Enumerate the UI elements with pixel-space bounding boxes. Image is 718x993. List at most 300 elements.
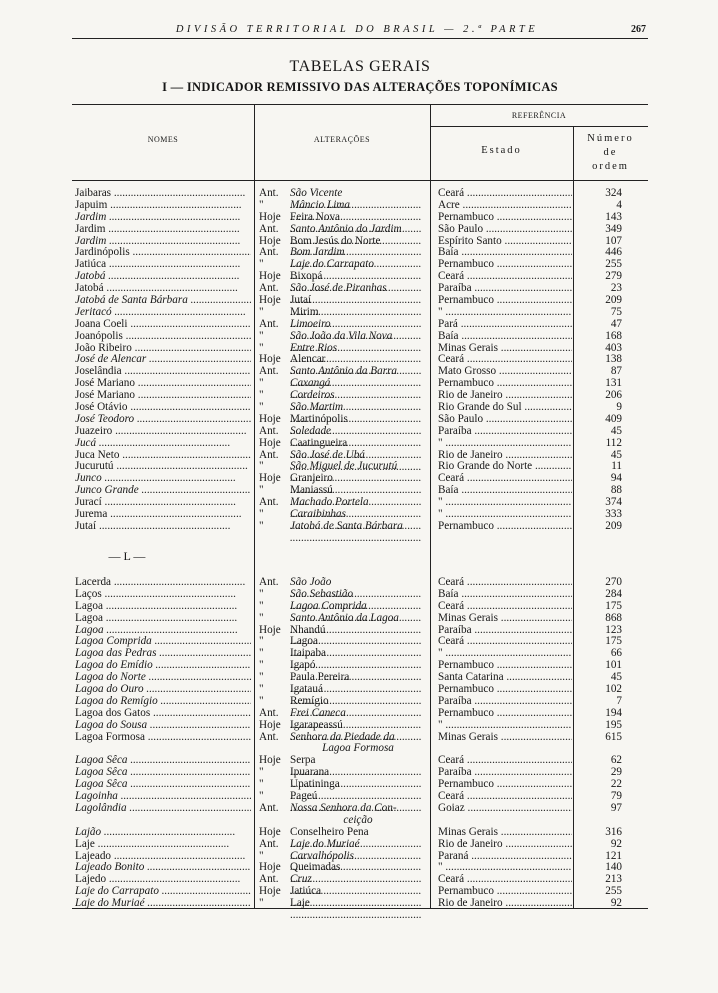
state-name: Minas Gerais .....: [438, 827, 572, 839]
change-type: Ant.: [259, 247, 279, 259]
col-header-alteracoes: ALTERAÇÕES: [313, 135, 371, 144]
state-name: Paraíba .....: [438, 767, 572, 779]
order-number: 62: [610, 755, 622, 767]
table-row: [72, 378, 648, 390]
order-number: 349: [605, 223, 622, 235]
state-name: " .....: [438, 509, 572, 521]
order-number: 121: [605, 850, 622, 862]
change-type: ": [259, 330, 264, 342]
table-row: [72, 862, 648, 874]
entry-name: Laje do Muriaé .....: [75, 898, 251, 910]
table-row: [72, 601, 648, 613]
table-row: [72, 402, 648, 414]
table-row: [72, 390, 648, 402]
table-row: [72, 414, 648, 426]
change-type: ": [259, 779, 264, 791]
entry-name: Junco Grande .....: [75, 485, 251, 497]
change-type: Ant.: [259, 731, 279, 743]
alteration-line: Jatobá de Santa Bárbara: [290, 520, 403, 532]
order-number: 255: [605, 886, 622, 898]
order-number: 92: [610, 838, 622, 850]
state-name: Ceará .....: [438, 271, 572, 283]
table-row: [72, 521, 648, 533]
state-name: Pernambuco .....: [438, 779, 572, 791]
alteration-line: Remígio: [290, 695, 329, 707]
change-type: ": [259, 485, 264, 497]
table-row: [72, 331, 648, 343]
header-bottom-rule: [72, 180, 648, 181]
state-name: Baía .....: [438, 589, 572, 601]
col-header-estado: Estado: [481, 145, 522, 156]
entry-name: Lajeado Bonito .....: [75, 862, 251, 874]
alteration-line: Soledade: [290, 425, 332, 437]
order-number: 9: [616, 402, 622, 414]
alteration-line: Santo Antônio da Lagoa: [290, 612, 399, 624]
alteration-line: Martinópolis: [290, 413, 348, 425]
entry-name: Lagoa .....: [75, 601, 251, 613]
state-name: Rio Grande do Norte .....: [438, 461, 572, 473]
entry-name: Lagoa do Remígio .....: [75, 696, 251, 708]
change-type: Hoje: [259, 826, 281, 838]
state-name: Paraná .....: [438, 851, 572, 863]
state-name: Acre .....: [438, 200, 572, 212]
state-name: Baía .....: [438, 331, 572, 343]
state-name: Pernambuco .....: [438, 212, 572, 224]
alteration-line: Jutaí: [290, 295, 312, 307]
table-top-rule: [72, 104, 648, 105]
state-name: Rio de Janeiro .....: [438, 390, 572, 402]
state-name: Minas Gerais .....: [438, 613, 572, 625]
alteration-name: [290, 521, 426, 545]
alteration-line: Bom Jardim: [290, 247, 345, 259]
table-row: [72, 366, 648, 378]
state-name: Paraíba .....: [438, 696, 572, 708]
entry-name: Laje .....: [75, 839, 251, 851]
entry-name: Laços .....: [75, 589, 251, 601]
alteration-name: [290, 898, 426, 922]
table-row: [72, 898, 648, 910]
order-number: 284: [605, 588, 622, 600]
order-number: 324: [605, 188, 622, 199]
alteration-line: Feira Nova: [290, 211, 341, 223]
state-name: " .....: [438, 497, 572, 509]
entry-name: José Otávio .....: [75, 402, 251, 414]
entry-name: Lagoa Formosa .....: [75, 732, 251, 744]
change-type: ": [259, 342, 264, 354]
order-number: 112: [605, 437, 622, 449]
change-type: Hoje: [259, 473, 281, 485]
table-row: [72, 188, 648, 200]
table-row: [72, 625, 648, 637]
col-header-numero-line2: de: [603, 147, 618, 158]
state-name: Pernambuco .....: [438, 708, 572, 720]
order-number: 446: [605, 247, 622, 259]
table-row: [72, 354, 648, 366]
col-header-numero: [573, 132, 648, 174]
entry-name: Lagoa das Pedras .....: [75, 648, 251, 660]
alteration-line: São José de Piranhas: [290, 283, 387, 295]
table-row: [72, 696, 648, 708]
change-type: ": [259, 850, 264, 862]
change-type: Hoje: [259, 624, 281, 636]
entry-name: José Mariano .....: [75, 378, 251, 390]
change-type: Ant.: [259, 283, 279, 295]
change-type: Hoje: [259, 862, 281, 874]
table-row: [72, 708, 648, 720]
table-row: [72, 259, 648, 271]
state-name: Ceará .....: [438, 601, 572, 613]
alteration-line: Laje do Carrapato: [290, 259, 374, 271]
order-number: 11: [611, 461, 622, 473]
entry-name: Lagoinha .....: [75, 791, 251, 803]
col-header-nomes: NOMES: [147, 135, 179, 144]
alteration-line: Serpa: [290, 755, 316, 767]
entry-name: Jutaí .....: [75, 521, 251, 533]
table-row: [72, 224, 648, 236]
order-number: 23: [610, 283, 622, 295]
alteration-line: Mâncio Lima: [290, 199, 350, 211]
state-name: Minas Gerais .....: [438, 343, 572, 355]
alteration-line: Caatingueira: [290, 437, 348, 449]
alteration-line: Laje do Muriaé: [290, 838, 360, 850]
alteration-line: São João: [290, 577, 332, 588]
entry-name: Lacerda .....: [75, 577, 251, 589]
state-name: Pernambuco .....: [438, 378, 572, 390]
table-row: [72, 684, 648, 696]
state-name: Pará .....: [438, 319, 572, 331]
table-row: [72, 648, 648, 660]
entry-name: Jardim .....: [75, 212, 251, 224]
change-type: Ant.: [259, 366, 279, 378]
change-type: ": [259, 672, 264, 684]
order-number: 138: [605, 354, 622, 366]
order-number: 45: [610, 449, 622, 461]
entry-name: José Mariano .....: [75, 390, 251, 402]
section-letter-l: — L —: [108, 549, 146, 563]
table-row: [72, 755, 648, 767]
order-number: 94: [610, 473, 622, 485]
table-row: [72, 660, 648, 672]
alteration-line: Itaipaba: [290, 648, 327, 660]
change-type: Ant.: [259, 188, 279, 199]
alteration-line: Alencar: [290, 354, 326, 366]
table-row: [72, 307, 648, 319]
order-number: 175: [605, 636, 622, 648]
state-name: Pernambuco .....: [438, 660, 572, 672]
state-name: Paraíba .....: [438, 283, 572, 295]
change-type: Hoje: [259, 886, 281, 898]
entry-name: Jardim .....: [75, 236, 251, 248]
entry-name: Jeritacó .....: [75, 307, 251, 319]
entry-name: Jatobá de Santa Bárbara .....: [75, 295, 251, 307]
order-number: 209: [605, 295, 622, 307]
change-type: ": [259, 898, 264, 910]
change-type: Ant.: [259, 838, 279, 850]
table-row: [72, 509, 648, 521]
change-type: ": [259, 402, 264, 414]
alteration-line: Caraibinhas: [290, 509, 346, 521]
entry-name: Lagoa Sêca .....: [75, 755, 251, 767]
order-number: 279: [605, 271, 622, 283]
entry-name: Juazeiro .....: [75, 426, 251, 438]
alteration-line: Santo Antônio do Jardim: [290, 223, 402, 235]
entry-name: Lagoa Sêca .....: [75, 779, 251, 791]
entry-name: Jucá .....: [75, 438, 251, 450]
change-type: ": [259, 636, 264, 648]
entry-name: Lajeado .....: [75, 851, 251, 863]
table-row: [72, 283, 648, 295]
col-header-numero-line1: Número: [587, 133, 634, 144]
order-number: 143: [605, 211, 622, 223]
change-type: ": [259, 660, 264, 672]
order-number: 22: [610, 779, 622, 791]
change-type: Hoje: [259, 295, 281, 307]
order-number: 4: [616, 199, 622, 211]
change-type: ": [259, 378, 264, 390]
order-number: 333: [605, 509, 622, 521]
alteration-line: Igatauá: [290, 684, 323, 696]
entry-name: Lagoa .....: [75, 625, 251, 637]
order-number: 403: [605, 342, 622, 354]
alteration-line: Granjeiro: [290, 473, 333, 485]
alteration-line: Pageú: [290, 791, 318, 803]
order-number: 316: [605, 826, 622, 838]
order-number: 101: [605, 660, 622, 672]
page-number: 267: [631, 24, 646, 35]
alteration-line-2: Lagoa Formosa: [322, 743, 394, 755]
alteration-line: Nhandú: [290, 624, 326, 636]
change-type: ": [259, 520, 264, 532]
alteration-line: São Sebastião: [290, 588, 354, 600]
order-number: 88: [610, 485, 622, 497]
table-row: [72, 803, 648, 827]
state-name: Pernambuco .....: [438, 259, 572, 271]
order-number: 47: [610, 318, 622, 330]
state-name: Ceará .....: [438, 636, 572, 648]
state-name: Rio de Janeiro .....: [438, 450, 572, 462]
alteration-line: Paula Pereira: [290, 672, 350, 684]
order-number: 140: [605, 862, 622, 874]
change-type: ": [259, 461, 264, 473]
state-name: Santa Catarina .....: [438, 672, 572, 684]
order-number: 374: [605, 497, 622, 509]
change-type: ": [259, 695, 264, 707]
state-name: " .....: [438, 307, 572, 319]
table-row: [72, 461, 648, 473]
alteration-line: Igapó: [290, 660, 316, 672]
table-row: [72, 636, 648, 648]
state-name: Ceará .....: [438, 188, 572, 200]
alteration-line: Limoeiro: [290, 318, 331, 330]
order-number: 97: [610, 802, 622, 814]
alteration-line: Nossa Senhora da Con-: [290, 802, 397, 814]
entry-name: Lajão .....: [75, 827, 251, 839]
order-number: 615: [605, 731, 622, 743]
alteration-line: Ipuarana: [290, 767, 330, 779]
state-name: Pernambuco .....: [438, 684, 572, 696]
alteration-line: Frei Caneca: [290, 707, 346, 719]
order-number: 45: [610, 425, 622, 437]
state-name: Rio Grande do Sul .....: [438, 402, 572, 414]
alteration-line: Bom Jesús do Norte: [290, 235, 381, 247]
entry-name: Jaibaras .....: [75, 188, 251, 200]
entry-name: Jardinópolis .....: [75, 247, 251, 259]
order-number: 270: [605, 577, 622, 588]
entry-name: Lagoa do Emídio .....: [75, 660, 251, 672]
alteration-line: Conselheiro Pena: [290, 826, 369, 838]
state-name: São Paulo .....: [438, 414, 572, 426]
order-number: 102: [605, 684, 622, 696]
change-type: ": [259, 791, 264, 803]
table-row: [72, 343, 648, 355]
change-type: ": [259, 767, 264, 779]
running-header: DIVISÃO TERRITORIAL DO BRASIL — 2.ª PARTE: [175, 24, 539, 35]
change-type: Ant.: [259, 425, 279, 437]
table-row: [72, 672, 648, 684]
table-row: [72, 827, 648, 839]
entry-name: João Ribeiro .....: [75, 343, 251, 355]
alteration-line: Laje: [290, 898, 310, 910]
table-row: [72, 851, 648, 863]
state-name: Ceará .....: [438, 874, 572, 886]
change-type: ": [259, 390, 264, 402]
order-number: 194: [605, 707, 622, 719]
entry-name: Juca Neto .....: [75, 450, 251, 462]
state-name: Pernambuco .....: [438, 886, 572, 898]
order-number: 66: [610, 648, 622, 660]
change-type: ": [259, 588, 264, 600]
entry-name: Jardim .....: [75, 224, 251, 236]
change-type: Ant.: [259, 707, 279, 719]
state-name: " .....: [438, 648, 572, 660]
alteration-line: Machado Portela: [290, 497, 369, 509]
table-row: [72, 485, 648, 497]
change-type: Hoje: [259, 719, 281, 731]
table-row: [72, 613, 648, 625]
order-number: 206: [605, 390, 622, 402]
alteration-line: Entre Rios: [290, 342, 338, 354]
state-name: Pernambuco .....: [438, 295, 572, 307]
order-number: 123: [605, 624, 622, 636]
order-number: 195: [605, 719, 622, 731]
table-row: [72, 247, 648, 259]
order-number: 29: [610, 767, 622, 779]
header-rule: [72, 38, 648, 39]
change-type: ": [259, 509, 264, 521]
state-name: Ceará .....: [438, 354, 572, 366]
table-row: [72, 886, 648, 898]
entry-name: Jurací .....: [75, 497, 251, 509]
alteration-line: Cordeiros: [290, 390, 335, 402]
table-row: [72, 473, 648, 485]
change-type: Hoje: [259, 437, 281, 449]
entry-name: Lagoa Comprida .....: [75, 636, 251, 648]
alteration-line: São Vicente: [290, 188, 343, 199]
change-type: Ant.: [259, 497, 279, 509]
alteration-name: [290, 732, 426, 756]
state-name: Paraíba .....: [438, 426, 572, 438]
table-row: [72, 212, 648, 224]
order-number: 92: [610, 898, 622, 910]
alteration-line: Maniassú: [290, 485, 333, 497]
change-type: Hoje: [259, 235, 281, 247]
table-row: [72, 839, 648, 851]
state-name: São Paulo .....: [438, 224, 572, 236]
table-row: [72, 200, 648, 212]
entry-name: Jatobá .....: [75, 283, 251, 295]
alteration-line: Cruz: [290, 874, 312, 886]
change-type: ": [259, 612, 264, 624]
table-row: [72, 779, 648, 791]
entry-name: Lagoa do Norte .....: [75, 672, 251, 684]
state-name: Ceará .....: [438, 755, 572, 767]
alteration-line: São Miguel de Jucurutú: [290, 461, 398, 473]
order-number: 213: [605, 874, 622, 886]
table-row: [72, 874, 648, 886]
order-number: 168: [605, 330, 622, 342]
table-row: [72, 589, 648, 601]
alteration-name: [290, 803, 426, 827]
table-row: [72, 720, 648, 732]
table-row: [72, 732, 648, 756]
change-type: Ant.: [259, 577, 279, 588]
alteration-line: Mirim: [290, 306, 319, 318]
state-name: Ceará .....: [438, 473, 572, 485]
col-header-referencia: REFERÊNCIA: [511, 111, 567, 120]
alteration-line: Santo Antônio da Barra: [290, 366, 398, 378]
entry-name: Joselândia .....: [75, 366, 251, 378]
change-type: Ant.: [259, 874, 279, 886]
change-type: Hoje: [259, 211, 281, 223]
change-type: Hoje: [259, 271, 281, 283]
order-number: 409: [605, 413, 622, 425]
entry-name: Lagoa Sêca .....: [75, 767, 251, 779]
table-row: [72, 767, 648, 779]
entry-name: Joanópolis .....: [75, 331, 251, 343]
entry-name: Jurema .....: [75, 509, 251, 521]
change-type: ": [259, 684, 264, 696]
state-name: Ceará .....: [438, 791, 572, 803]
entry-name: Junco .....: [75, 473, 251, 485]
order-number: 131: [605, 378, 622, 390]
change-type: Ant.: [259, 449, 279, 461]
entry-name: José de Alencar .....: [75, 354, 251, 366]
entry-name: Lajedo .....: [75, 874, 251, 886]
entry-name: Jatobá .....: [75, 271, 251, 283]
table-row: [72, 295, 648, 307]
table-row: [72, 271, 648, 283]
alteration-line: Lagoa: [290, 636, 318, 648]
order-number: 45: [610, 672, 622, 684]
entry-name: José Teodoro .....: [75, 414, 251, 426]
alteration-line: Bixopá: [290, 271, 323, 283]
section-title: I — INDICADOR REMISSIVO DAS ALTERAÇÕES TOPONÍMICAS: [162, 80, 558, 94]
table-row: [72, 319, 648, 331]
change-type: Ant.: [259, 802, 279, 814]
order-number: 79: [610, 791, 622, 803]
referencia-rule: [430, 126, 648, 127]
order-number: 255: [605, 259, 622, 271]
change-type: ": [259, 306, 264, 318]
order-number: 87: [610, 366, 622, 378]
change-type: ": [259, 199, 264, 211]
entry-name: Japuim .....: [75, 200, 251, 212]
alteration-line: São José de Ubá: [290, 449, 365, 461]
order-number: 7: [616, 695, 622, 707]
state-name: Baía .....: [438, 247, 572, 259]
alteration-line-2: ceição: [343, 814, 373, 826]
state-name: " .....: [438, 862, 572, 874]
